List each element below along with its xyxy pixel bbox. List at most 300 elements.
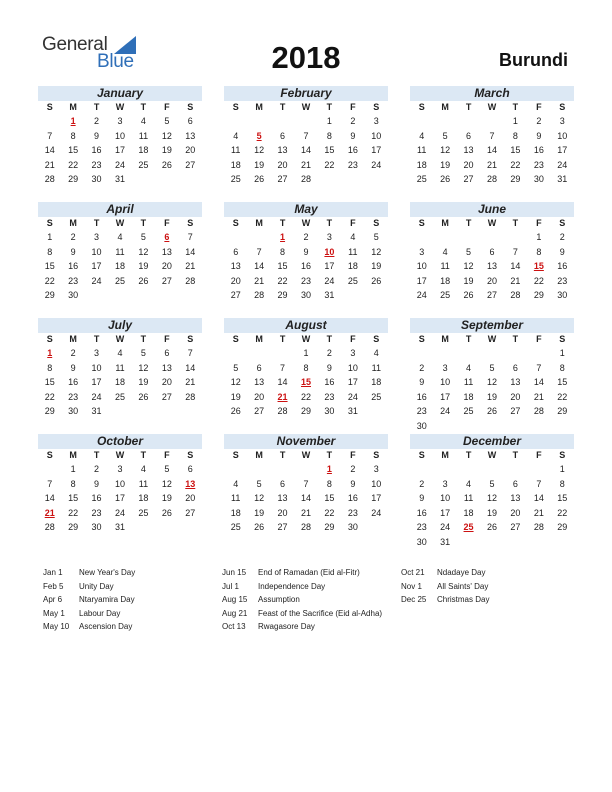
day-cell: 9 bbox=[419, 493, 425, 503]
day-cell: 27 bbox=[486, 290, 497, 300]
weekday-header: S bbox=[418, 218, 425, 228]
empty-day-cell bbox=[480, 230, 503, 245]
day-cell: 5 bbox=[164, 116, 170, 126]
day-cell: 23 bbox=[91, 507, 102, 518]
holiday-name: Ndadaye Day bbox=[437, 568, 486, 577]
day-cell: 29 bbox=[533, 290, 544, 300]
weekday-header: T bbox=[93, 218, 100, 228]
day-cell: 4 bbox=[117, 232, 123, 242]
weekday-header: S bbox=[232, 334, 239, 344]
day-cell: 24 bbox=[440, 522, 451, 532]
day-cell: 6 bbox=[280, 478, 286, 489]
day-cell: 15 bbox=[324, 493, 335, 503]
month-day-grid bbox=[224, 333, 388, 419]
day-cell: 8 bbox=[70, 478, 76, 489]
weekday-header: W bbox=[301, 218, 311, 228]
empty-day-cell bbox=[224, 462, 247, 477]
day-cell: 1 bbox=[559, 464, 565, 474]
empty-day-cell bbox=[504, 346, 527, 361]
weekday-header: T bbox=[326, 334, 333, 344]
day-cell: 7 bbox=[512, 246, 518, 257]
day-cell: 27 bbox=[510, 522, 521, 532]
day-cell: 8 bbox=[303, 362, 309, 373]
month-title: October bbox=[38, 434, 202, 449]
calendar-year-title: 2018 bbox=[271, 40, 341, 75]
day-cell: 3 bbox=[419, 246, 425, 257]
day-cell: 14 bbox=[185, 362, 196, 373]
day-cell: 25 bbox=[114, 391, 125, 402]
day-cell: 22 bbox=[68, 159, 79, 170]
day-cell: 24 bbox=[440, 406, 451, 416]
day-cell: 8 bbox=[326, 478, 332, 489]
weekday-header: S bbox=[46, 334, 53, 344]
weekday-header: S bbox=[559, 450, 566, 460]
day-cell: 5 bbox=[140, 348, 146, 358]
day-cell: 11 bbox=[463, 493, 474, 503]
logo-text-blue: Blue bbox=[97, 51, 134, 72]
day-cell: 18 bbox=[138, 493, 149, 503]
empty-day-cell bbox=[224, 114, 247, 129]
month-title: June bbox=[410, 202, 574, 217]
day-cell: 27 bbox=[463, 174, 474, 184]
month-day-grid bbox=[410, 217, 574, 303]
empty-day-cell bbox=[410, 114, 433, 129]
day-cell: 4 bbox=[233, 130, 239, 141]
weekday-header: M bbox=[255, 334, 263, 344]
day-cell: 17 bbox=[91, 377, 102, 387]
day-cell: 30 bbox=[347, 522, 358, 532]
holiday-column bbox=[401, 566, 489, 607]
weekday-header: T bbox=[326, 218, 333, 228]
weekday-header: W bbox=[487, 450, 497, 460]
weekday-header: S bbox=[418, 450, 425, 460]
holiday-date: Aug 15 bbox=[222, 595, 248, 605]
day-cell: 13 bbox=[463, 145, 474, 155]
weekday-header: T bbox=[140, 334, 147, 344]
weekday-header: T bbox=[465, 102, 472, 112]
day-cell: 21 bbox=[533, 391, 544, 402]
holiday-date: May 1 bbox=[43, 608, 65, 618]
day-cell: 6 bbox=[489, 246, 495, 257]
day-cell: 7 bbox=[256, 246, 262, 257]
empty-day-cell bbox=[480, 114, 503, 129]
day-cell: 8 bbox=[559, 478, 565, 489]
day-cell: 5 bbox=[256, 478, 262, 489]
day-cell: 19 bbox=[254, 159, 265, 170]
day-cell: 22 bbox=[557, 391, 568, 402]
weekday-header: F bbox=[164, 334, 170, 344]
day-cell: 18 bbox=[463, 507, 474, 518]
day-cell: 27 bbox=[185, 507, 196, 518]
day-cell: 19 bbox=[161, 145, 172, 155]
weekday-header: S bbox=[232, 450, 239, 460]
day-cell: 2 bbox=[419, 478, 425, 489]
day-cell: 28 bbox=[300, 522, 311, 532]
weekday-header: W bbox=[487, 334, 497, 344]
day-cell: 19 bbox=[254, 507, 265, 518]
holiday-name: Labour Day bbox=[79, 608, 121, 618]
day-cell: 24 bbox=[371, 507, 382, 518]
day-cell: 3 bbox=[373, 116, 379, 126]
day-cell: 9 bbox=[94, 130, 100, 141]
weekday-header: M bbox=[441, 102, 449, 112]
weekday-header: F bbox=[350, 450, 356, 460]
empty-day-cell bbox=[247, 230, 270, 245]
day-cell: 17 bbox=[371, 493, 382, 503]
day-cell: 11 bbox=[348, 246, 358, 257]
day-cell: 21 bbox=[300, 159, 311, 170]
day-cell: 12 bbox=[254, 145, 265, 155]
day-cell: 10 bbox=[416, 261, 427, 271]
day-cell: 16 bbox=[533, 145, 544, 155]
day-cell: 30 bbox=[324, 406, 335, 416]
day-cell: 18 bbox=[138, 145, 149, 155]
month-october bbox=[38, 434, 202, 535]
day-cell: 2 bbox=[70, 232, 76, 242]
day-cell: 14 bbox=[44, 145, 55, 155]
day-cell: 18 bbox=[440, 275, 451, 286]
empty-day-cell bbox=[527, 462, 550, 477]
weekday-header: S bbox=[187, 450, 194, 460]
weekday-header: S bbox=[187, 218, 194, 228]
day-cell: 3 bbox=[94, 232, 100, 242]
empty-day-cell bbox=[504, 230, 527, 245]
day-cell: 13 bbox=[486, 261, 497, 271]
day-cell: 16 bbox=[416, 391, 427, 402]
day-cell: 30 bbox=[300, 290, 311, 300]
day-cell: 8 bbox=[280, 246, 286, 257]
day-cell: 3 bbox=[94, 348, 100, 358]
day-cell: 18 bbox=[114, 261, 125, 271]
day-cell: 31 bbox=[114, 174, 125, 184]
day-cell: 9 bbox=[70, 246, 76, 257]
weekday-header: F bbox=[164, 102, 170, 112]
day-cell: 31 bbox=[324, 290, 335, 300]
day-cell: 3 bbox=[559, 116, 565, 126]
empty-day-cell bbox=[247, 462, 270, 477]
day-cell: 8 bbox=[47, 246, 53, 257]
day-cell: 14 bbox=[300, 145, 311, 155]
holiday-entry bbox=[401, 566, 489, 580]
day-cell: 31 bbox=[114, 522, 125, 532]
day-cell: 13 bbox=[185, 130, 196, 141]
day-cell: 9 bbox=[326, 362, 332, 373]
weekday-header: S bbox=[418, 102, 425, 112]
day-cell: 8 bbox=[326, 130, 332, 141]
month-day-grid bbox=[224, 101, 388, 187]
day-cell: 26 bbox=[230, 406, 241, 416]
day-cell: 29 bbox=[557, 522, 568, 532]
day-cell: 21 bbox=[185, 261, 196, 271]
day-cell: 23 bbox=[347, 159, 358, 170]
day-cell: 10 bbox=[371, 478, 382, 489]
weekday-header: W bbox=[487, 218, 497, 228]
weekday-header: T bbox=[465, 450, 472, 460]
weekday-header: W bbox=[115, 334, 125, 344]
day-cell: 3 bbox=[442, 362, 448, 373]
day-cell: 18 bbox=[416, 159, 427, 170]
day-cell: 26 bbox=[486, 522, 497, 532]
holiday-name: New Year's Day bbox=[79, 568, 136, 577]
day-cell: 27 bbox=[161, 275, 172, 286]
day-cell: 20 bbox=[277, 159, 288, 170]
empty-day-cell bbox=[294, 114, 317, 129]
weekday-header: M bbox=[69, 218, 77, 228]
day-cell: 10 bbox=[91, 246, 102, 257]
weekday-header: W bbox=[301, 102, 311, 112]
holiday-entry bbox=[401, 580, 489, 594]
day-cell: 7 bbox=[187, 232, 193, 242]
day-cell: 4 bbox=[140, 116, 146, 126]
day-cell: 20 bbox=[230, 275, 241, 286]
month-november bbox=[224, 434, 388, 535]
day-cell: 26 bbox=[254, 174, 265, 184]
day-cell: 28 bbox=[510, 290, 521, 300]
day-cell: 10 bbox=[440, 377, 451, 387]
empty-day-cell bbox=[480, 462, 503, 477]
month-december bbox=[410, 434, 574, 549]
day-cell: 19 bbox=[161, 493, 172, 503]
holiday-entry bbox=[222, 593, 382, 607]
day-cell: 18 bbox=[114, 377, 125, 387]
day-cell: 1 bbox=[536, 232, 542, 242]
holiday-name: Feast of the Sacrifice (Eid al-Adha) bbox=[258, 608, 383, 618]
weekday-header: W bbox=[301, 450, 311, 460]
empty-day-cell bbox=[480, 346, 503, 361]
day-cell: 4 bbox=[233, 478, 239, 489]
day-cell: 26 bbox=[371, 275, 382, 286]
weekday-header: F bbox=[536, 334, 542, 344]
day-cell: 2 bbox=[70, 348, 76, 358]
month-day-grid bbox=[410, 449, 574, 549]
day-cell: 8 bbox=[536, 246, 542, 257]
day-cell: 15 bbox=[557, 377, 568, 387]
month-title: November bbox=[224, 434, 388, 449]
country-name: Burundi bbox=[499, 50, 568, 70]
month-title: April bbox=[38, 202, 202, 217]
day-cell: 26 bbox=[254, 522, 265, 532]
day-cell: 23 bbox=[300, 275, 311, 286]
day-cell: 6 bbox=[187, 464, 193, 474]
holiday-day-cell: 21 bbox=[277, 391, 288, 402]
holiday-entry bbox=[43, 607, 135, 621]
day-cell: 22 bbox=[557, 507, 568, 518]
day-cell: 25 bbox=[347, 275, 358, 286]
day-cell: 13 bbox=[510, 493, 521, 503]
day-cell: 13 bbox=[277, 493, 288, 503]
day-cell: 25 bbox=[440, 290, 451, 300]
holiday-date: Aug 21 bbox=[222, 608, 248, 618]
weekday-header: W bbox=[301, 334, 311, 344]
day-cell: 13 bbox=[230, 261, 241, 271]
day-cell: 19 bbox=[138, 377, 149, 387]
month-day-grid bbox=[224, 217, 388, 303]
day-cell: 2 bbox=[303, 232, 309, 242]
empty-day-cell bbox=[247, 114, 270, 129]
holiday-entry bbox=[43, 580, 135, 594]
day-cell: 16 bbox=[91, 493, 102, 503]
day-cell: 9 bbox=[94, 478, 100, 489]
day-cell: 22 bbox=[44, 391, 55, 402]
day-cell: 13 bbox=[510, 377, 521, 387]
month-may bbox=[224, 202, 388, 303]
month-january bbox=[38, 86, 202, 187]
day-cell: 20 bbox=[277, 507, 288, 518]
empty-day-cell bbox=[457, 114, 480, 129]
day-cell: 30 bbox=[557, 290, 568, 300]
day-cell: 12 bbox=[486, 493, 497, 503]
empty-day-cell bbox=[433, 346, 456, 361]
empty-day-cell bbox=[38, 462, 61, 477]
day-cell: 3 bbox=[326, 232, 332, 242]
weekday-header: S bbox=[373, 450, 380, 460]
holiday-name: Unity Day bbox=[79, 581, 114, 591]
empty-day-cell bbox=[410, 346, 433, 361]
month-title: August bbox=[224, 318, 388, 333]
day-cell: 12 bbox=[463, 261, 474, 271]
month-day-grid bbox=[38, 101, 202, 187]
day-cell: 4 bbox=[419, 130, 425, 141]
day-cell: 16 bbox=[347, 145, 358, 155]
day-cell: 17 bbox=[91, 261, 102, 271]
day-cell: 31 bbox=[347, 406, 358, 416]
day-cell: 27 bbox=[161, 391, 172, 402]
day-cell: 6 bbox=[466, 130, 472, 141]
day-cell: 8 bbox=[559, 362, 565, 373]
holiday-column bbox=[222, 566, 382, 634]
day-cell: 15 bbox=[44, 377, 55, 387]
weekday-header: M bbox=[441, 218, 449, 228]
empty-day-cell bbox=[271, 462, 294, 477]
holiday-entry bbox=[222, 566, 382, 580]
day-cell: 27 bbox=[277, 174, 288, 184]
day-cell: 20 bbox=[510, 391, 521, 402]
month-day-grid bbox=[38, 217, 202, 303]
empty-day-cell bbox=[294, 462, 317, 477]
day-cell: 10 bbox=[114, 478, 125, 489]
day-cell: 17 bbox=[440, 507, 451, 518]
weekday-header: W bbox=[487, 102, 497, 112]
day-cell: 18 bbox=[371, 377, 382, 387]
month-title: July bbox=[38, 318, 202, 333]
day-cell: 7 bbox=[303, 478, 309, 489]
day-cell: 20 bbox=[161, 261, 172, 271]
day-cell: 27 bbox=[510, 406, 521, 416]
day-cell: 30 bbox=[416, 420, 427, 431]
empty-day-cell bbox=[224, 346, 247, 361]
day-cell: 10 bbox=[557, 130, 568, 141]
day-cell: 28 bbox=[533, 522, 544, 532]
day-cell: 23 bbox=[416, 522, 427, 532]
weekday-header: F bbox=[350, 334, 356, 344]
month-september bbox=[410, 318, 574, 433]
weekday-header: S bbox=[559, 218, 566, 228]
empty-day-cell bbox=[457, 346, 480, 361]
day-cell: 14 bbox=[44, 493, 55, 503]
day-cell: 29 bbox=[44, 406, 55, 416]
weekday-header: T bbox=[140, 218, 147, 228]
day-cell: 12 bbox=[138, 362, 149, 373]
day-cell: 4 bbox=[466, 362, 472, 373]
day-cell: 11 bbox=[138, 130, 149, 141]
holiday-day-cell: 15 bbox=[533, 261, 544, 271]
day-cell: 29 bbox=[510, 174, 521, 184]
day-cell: 30 bbox=[68, 406, 79, 416]
weekday-header: T bbox=[512, 450, 519, 460]
holiday-date: Jul 1 bbox=[222, 581, 239, 591]
holiday-name: Ntaryamira Day bbox=[79, 595, 135, 605]
holiday-date: Oct 13 bbox=[222, 622, 246, 632]
weekday-header: M bbox=[441, 450, 449, 460]
weekday-header: T bbox=[512, 102, 519, 112]
day-cell: 24 bbox=[324, 275, 335, 286]
day-cell: 16 bbox=[68, 261, 79, 271]
day-cell: 9 bbox=[350, 478, 356, 489]
day-cell: 21 bbox=[185, 377, 196, 387]
day-cell: 6 bbox=[512, 478, 518, 489]
day-cell: 25 bbox=[138, 507, 149, 518]
day-cell: 14 bbox=[277, 377, 288, 387]
day-cell: 14 bbox=[254, 261, 265, 271]
day-cell: 8 bbox=[512, 130, 518, 141]
holiday-entry bbox=[222, 620, 382, 634]
weekday-header: F bbox=[350, 218, 356, 228]
day-cell: 1 bbox=[326, 116, 332, 126]
holiday-date: Jun 15 bbox=[222, 568, 247, 577]
day-cell: 7 bbox=[303, 130, 309, 141]
day-cell: 29 bbox=[557, 406, 568, 416]
month-title: September bbox=[410, 318, 574, 333]
holiday-day-cell: 1 bbox=[47, 348, 53, 358]
weekday-header: F bbox=[536, 450, 542, 460]
day-cell: 17 bbox=[416, 275, 427, 286]
weekday-header: M bbox=[255, 102, 263, 112]
day-cell: 17 bbox=[557, 145, 568, 155]
day-cell: 5 bbox=[442, 130, 448, 141]
day-cell: 23 bbox=[68, 275, 79, 286]
day-cell: 24 bbox=[91, 391, 102, 402]
month-day-grid bbox=[38, 449, 202, 535]
day-cell: 3 bbox=[117, 464, 123, 474]
day-cell: 18 bbox=[347, 261, 358, 271]
month-title: December bbox=[410, 434, 574, 449]
holiday-day-cell: 1 bbox=[280, 232, 286, 242]
day-cell: 27 bbox=[277, 522, 288, 532]
day-cell: 20 bbox=[463, 159, 474, 170]
empty-day-cell bbox=[410, 462, 433, 477]
day-cell: 16 bbox=[324, 377, 335, 387]
weekday-header: S bbox=[559, 102, 566, 112]
day-cell: 11 bbox=[231, 493, 241, 503]
day-cell: 3 bbox=[373, 464, 379, 474]
day-cell: 12 bbox=[486, 377, 497, 387]
weekday-header: M bbox=[255, 218, 263, 228]
weekday-header: T bbox=[93, 102, 100, 112]
month-day-grid bbox=[410, 333, 574, 433]
day-cell: 2 bbox=[326, 348, 332, 358]
day-cell: 13 bbox=[277, 145, 288, 155]
day-cell: 30 bbox=[68, 290, 79, 300]
day-cell: 5 bbox=[164, 464, 170, 474]
empty-day-cell bbox=[38, 114, 61, 129]
day-cell: 12 bbox=[230, 377, 241, 387]
day-cell: 11 bbox=[440, 261, 450, 271]
day-cell: 26 bbox=[440, 174, 451, 184]
empty-day-cell bbox=[527, 346, 550, 361]
holiday-entry bbox=[222, 607, 382, 621]
day-cell: 24 bbox=[557, 159, 568, 170]
day-cell: 22 bbox=[277, 275, 288, 286]
